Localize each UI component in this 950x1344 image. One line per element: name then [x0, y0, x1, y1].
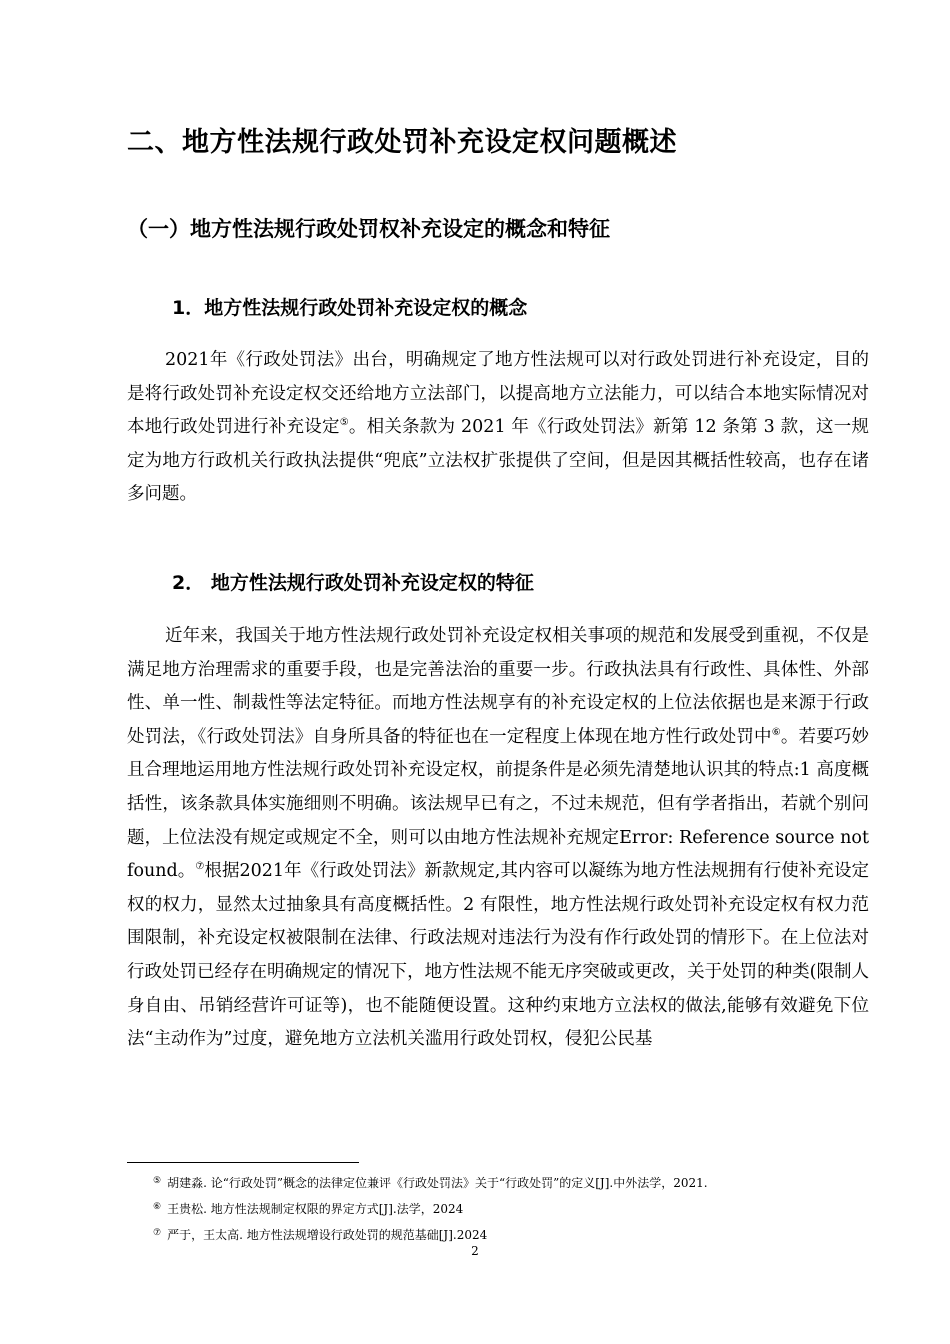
- paragraph-text: 。相关条款为 2021 年《行政处罚法》新第 12 条第 3 款，这一规定为地方行政机关行政执法提供“兜底”立法权扩张提供了空间，但是因其概括性较高，也存在诸多问题。: [127, 417, 870, 505]
- paragraph-features: [127, 620, 869, 1057]
- main-heading: 二、地方性法规行政处罚补充设定权问题概述: [127, 127, 677, 158]
- subsection-heading-features: 2． 地方性法规行政处罚补充设定权的特征: [172, 572, 534, 594]
- paragraph-text: 根据2021年《行政处罚法》新款规定,其内容可以凝练为地方性法规拥有行使补充设定权的权力，显然太过抽象具有高度概括性。2 有限性，地方性法规行政处罚补充设定权有权力范围限制，补充设定权被限制在法律、行政法规对违法行为没有作行政处罚的情形下。在上位法对行政处罚已经存在明确规定的情况下，地方性法规不能无序突破或更改，关于处罚的种类(限制人身自由、吊销经营许可证等)，也不能随便设置。这种约束地方立法权的做法,能够有效避免下位法“主动作为”过度，避免地方立法机关滥用行政处罚权，侵犯公民基: [127, 861, 869, 1050]
- paragraph-text: 。若要巧妙且合理地运用地方性法规行政处罚补充设定权，前提条件是必须先清楚地认识其的特点:1 高度概括性，该条款具体实施细则不明确。该法规早已有之，不过未规范，但有学者指出，若就个别问题，上位法没有规定或规定不全，则可以由地方性法规补充规定Error: Reference source not found。: [127, 726, 870, 882]
- footnote-text: 胡建淼. 论“行政处罚”概念的法律定位兼评《行政处罚法》关于“行政处罚”的定义[J].中外法学，2021.: [167, 1176, 708, 1190]
- paragraph-text: 2021年《行政处罚法》出台，明确规定了地方性法规可以对行政处罚进行补充设定，目的是将行政处罚补充设定权交还给地方立法部门，以提高地方立法能力，可以结合本地实际情况对本地行政处罚进行补充设定: [127, 350, 869, 438]
- footnote-divider: [127, 1162, 359, 1163]
- footnote-ref: ⑤: [339, 417, 349, 429]
- footnote-mark: ⑦: [153, 1228, 162, 1238]
- footnote-mark: ⑥: [153, 1202, 162, 1212]
- footnote-text: 王贵松. 地方性法规制定权限的界定方式[J].法学，2024: [167, 1202, 464, 1216]
- section-heading: （一）地方性法规行政处罚权补充设定的概念和特征: [127, 217, 610, 241]
- footnote-ref: ⑥: [771, 726, 781, 738]
- footnote: [153, 1174, 708, 1191]
- paragraph-concept: [127, 344, 869, 512]
- footnote: [153, 1200, 463, 1217]
- footnote-text: 严于，王太高. 地方性法规增设行政处罚的规范基础[J].2024: [167, 1228, 488, 1242]
- footnote: [153, 1226, 487, 1243]
- footnote-mark: ⑤: [153, 1176, 162, 1186]
- page-number: 2: [471, 1244, 479, 1258]
- footnote-ref: ⑦: [195, 861, 205, 873]
- subsection-heading-concept: 1．地方性法规行政处罚补充设定权的概念: [172, 297, 528, 319]
- paragraph-text: 近年来，我国关于地方性法规行政处罚补充设定权相关事项的规范和发展受到重视，不仅是满足地方治理需求的重要手段，也是完善法治的重要一步。行政执法具有行政性、具体性、外部性、单一性、制裁性等法定特征。而地方性法规享有的补充设定权的上位法依据也是来源于行政处罚法，《行政处罚法》自身所具备的特征也在一定程度上体现在地方性行政处罚中: [127, 626, 869, 747]
